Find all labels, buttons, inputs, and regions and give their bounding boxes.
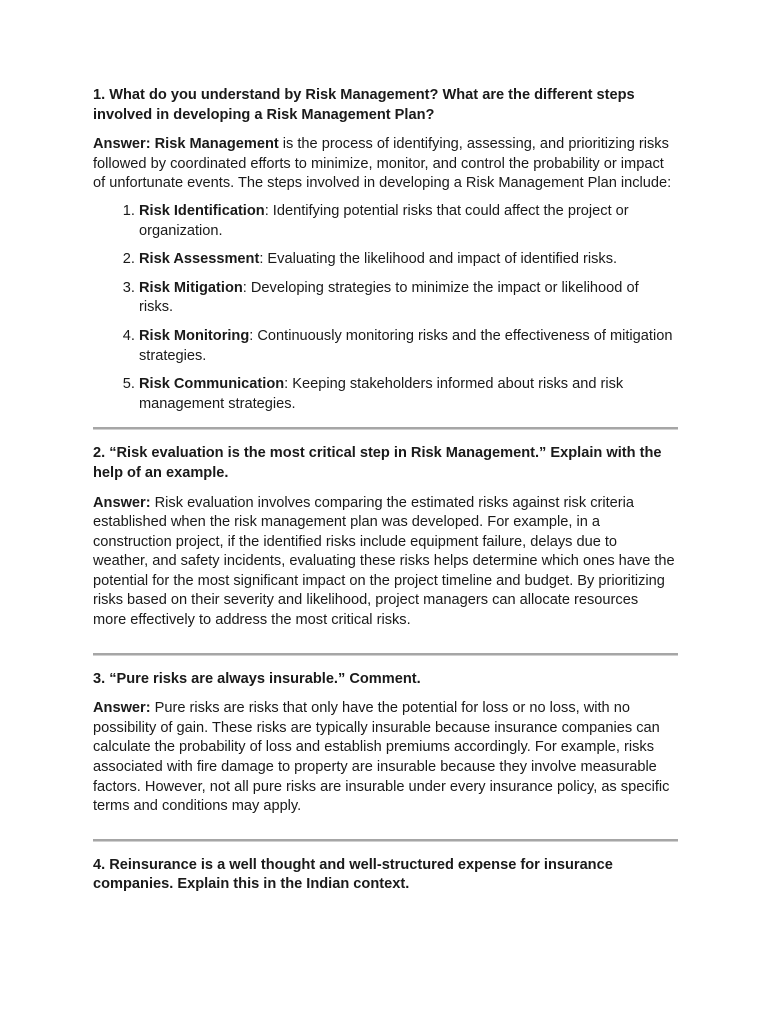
step-term: Risk Mitigation <box>139 279 243 296</box>
risk-steps-list <box>93 202 675 414</box>
step-desc: : Identifying potential risks that could affect the project or organization. <box>139 202 629 239</box>
answer-1-text: is the process of identifying, assessing, and prioritizing risks followed by coordinated efforts to minimize, monitor, and control the probability or impact of unfortunate events. The steps involved in developing a Risk Management Plan include: <box>93 136 672 192</box>
step-desc: : Developing strategies to minimize the impact or likelihood of risks. <box>139 279 639 316</box>
answer-2-text: Risk evaluation involves comparing the estimated risks against risk criteria established when the risk management plan was developed. For example, in a construction project, if the identified risks include equipment failure, delays due to weather, and safety incidents, evaluating these risks helps determine which ones have the potential for the most significant impact on the project timeline and budget. By prioritizing risks based on their severity and likelihood, project managers can allocate resources more effectively to address the most critical risks. <box>93 494 675 629</box>
question-2: 2. “Risk evaluation is the most critical step in Risk Management.” Explain with the help of an example. <box>93 445 662 481</box>
step-desc: : Continuously monitoring risks and the effectiveness of mitigation strategies. <box>139 327 673 364</box>
section-divider <box>93 653 678 656</box>
answer-3-label: Answer: <box>93 700 151 717</box>
question-4: 4. Reinsurance is a well thought and well-structured expense for insurance companies. Explain this in the Indian context. <box>93 856 613 893</box>
list-item-risk-mitigation <box>139 279 675 318</box>
section-divider <box>93 427 678 430</box>
list-item-risk-identification <box>139 202 675 241</box>
list-item-risk-monitoring <box>139 327 675 366</box>
step-term: Risk Monitoring <box>139 327 250 344</box>
answer-3-text: Pure risks are risks that only have the potential for loss or no loss, with no possibility of gain. These risks are typically insurable because insurance companies can calculate the probability of loss and establish premiums accordingly. For example, risks associated with fire damage to property are insurable because they involve measurable factors. However, not all pure risks are insurable under every insurance policy, as specific terms and conditions may apply. <box>93 700 670 815</box>
answer-1-label: Answer: Risk Management <box>93 136 279 153</box>
question-3: 3. “Pure risks are always insurable.” Comment. <box>93 670 421 687</box>
section-1 <box>93 86 675 414</box>
question-1: 1. What do you understand by Risk Management? What are the different steps involved in developing a Risk Management Plan? <box>93 87 635 123</box>
section-4 <box>93 856 675 895</box>
answer-1 <box>93 135 675 194</box>
step-term: Risk Communication <box>139 376 285 393</box>
answer-3 <box>93 699 675 817</box>
list-item-risk-communication <box>139 375 675 414</box>
answer-2-label: Answer: <box>93 494 151 511</box>
step-term: Risk Assessment <box>139 251 260 268</box>
answer-2 <box>93 494 675 631</box>
step-desc: : Evaluating the likelihood and impact of identified risks. <box>259 251 618 268</box>
step-term: Risk Identification <box>139 202 265 219</box>
step-desc: : Keeping stakeholders informed about risks and risk management strategies. <box>139 376 624 412</box>
section-divider <box>93 839 678 842</box>
list-item-risk-assessment <box>139 250 675 270</box>
section-3 <box>93 670 675 817</box>
section-2 <box>93 444 675 630</box>
